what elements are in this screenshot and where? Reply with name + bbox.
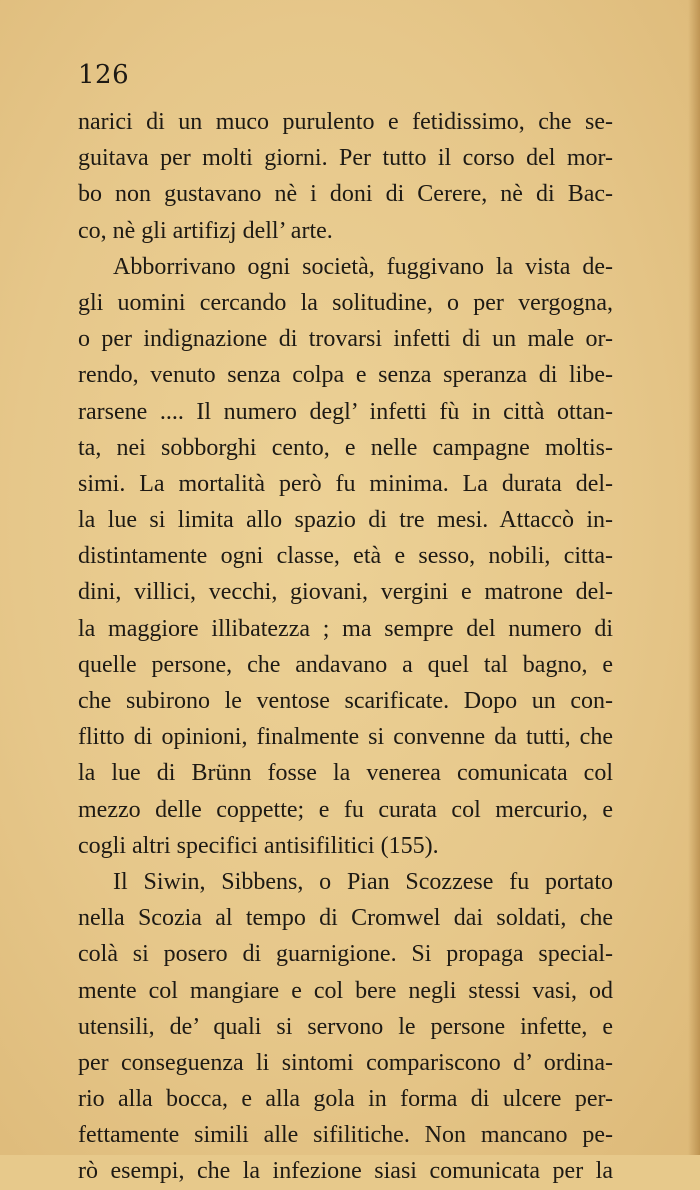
- text-line: guitava per molti giorni. Per tutto il corso del mor-: [78, 145, 613, 172]
- text-line: la maggiore illibatezza ; ma sempre del numero di: [78, 615, 613, 642]
- text-line: co, nè gli artifizj dell’ arte.: [78, 217, 333, 244]
- text-line: o per indignazione di trovarsi infetti di un male or-: [78, 326, 613, 353]
- text-line: ta, nei sobborghi cento, e nelle campagne moltis-: [78, 434, 613, 461]
- text-line: mente col mangiare e col bere negli stessi vasi, od: [78, 977, 613, 1004]
- text-line: la lue di Brünn fosse la venerea comunicata col: [78, 760, 613, 787]
- page-edge-shadow: [688, 0, 700, 1155]
- text-line: rò esempi, che la infezione siasi comunicata per la: [78, 1158, 613, 1185]
- text-line: Abborrivano ogni società, fuggivano la vista de-: [113, 253, 613, 280]
- text-line: rarsene .... Il numero degl’ infetti fù in città ottan-: [78, 398, 613, 425]
- text-line: colà si posero di guarnigione. Si propaga special-: [78, 941, 613, 968]
- text-line: utensili, de’ quali si servono le persone infette, e: [78, 1013, 613, 1040]
- text-line: rendo, venuto senza colpa e senza speranza di libe-: [78, 362, 613, 389]
- text-line: nella Scozia al tempo di Cromwel dai soldati, che: [78, 905, 613, 932]
- text-line: gli uomini cercando la solitudine, o per vergogna,: [78, 289, 613, 316]
- text-line: distintamente ogni classe, età e sesso, nobili, citta-: [78, 543, 613, 570]
- text-line: bo non gustavano nè i doni di Cerere, nè di Bac-: [78, 181, 613, 208]
- text-line: per conseguenza li sintomi compariscono d’ ordina-: [78, 1049, 613, 1076]
- text-line: narici di un muco purulento e fetidissimo, che se-: [78, 109, 613, 135]
- text-line: dini, villici, vecchi, giovani, vergini e matrone del-: [78, 579, 613, 606]
- text-line: fettamente simili alle sifilitiche. Non mancano pe-: [78, 1122, 613, 1149]
- text-line: che subirono le ventose scarificate. Dopo un con-: [78, 688, 613, 714]
- page-number: 126: [78, 60, 130, 90]
- text-line: la lue si limita allo spazio di tre mesi. Attaccò in-: [78, 507, 613, 534]
- text-line: cogli altri specifici antisifilitici (155).: [78, 832, 439, 859]
- text-line: rio alla bocca, e alla gola in forma di ulcere per-: [78, 1086, 613, 1113]
- body-text: [78, 104, 613, 1190]
- text-line: simi. La mortalità però fu minima. La durata del-: [78, 470, 613, 497]
- text-line: quelle persone, che andavano a quel tal bagno, e: [78, 651, 613, 678]
- text-line: Il Siwin, Sibbens, o Pian Scozzese fu portato: [113, 868, 613, 895]
- text-line: flitto di opinioni, finalmente si convenne da tutti, che: [78, 724, 613, 751]
- text-line: mezzo delle coppette; e fu curata col mercurio, e: [78, 796, 613, 823]
